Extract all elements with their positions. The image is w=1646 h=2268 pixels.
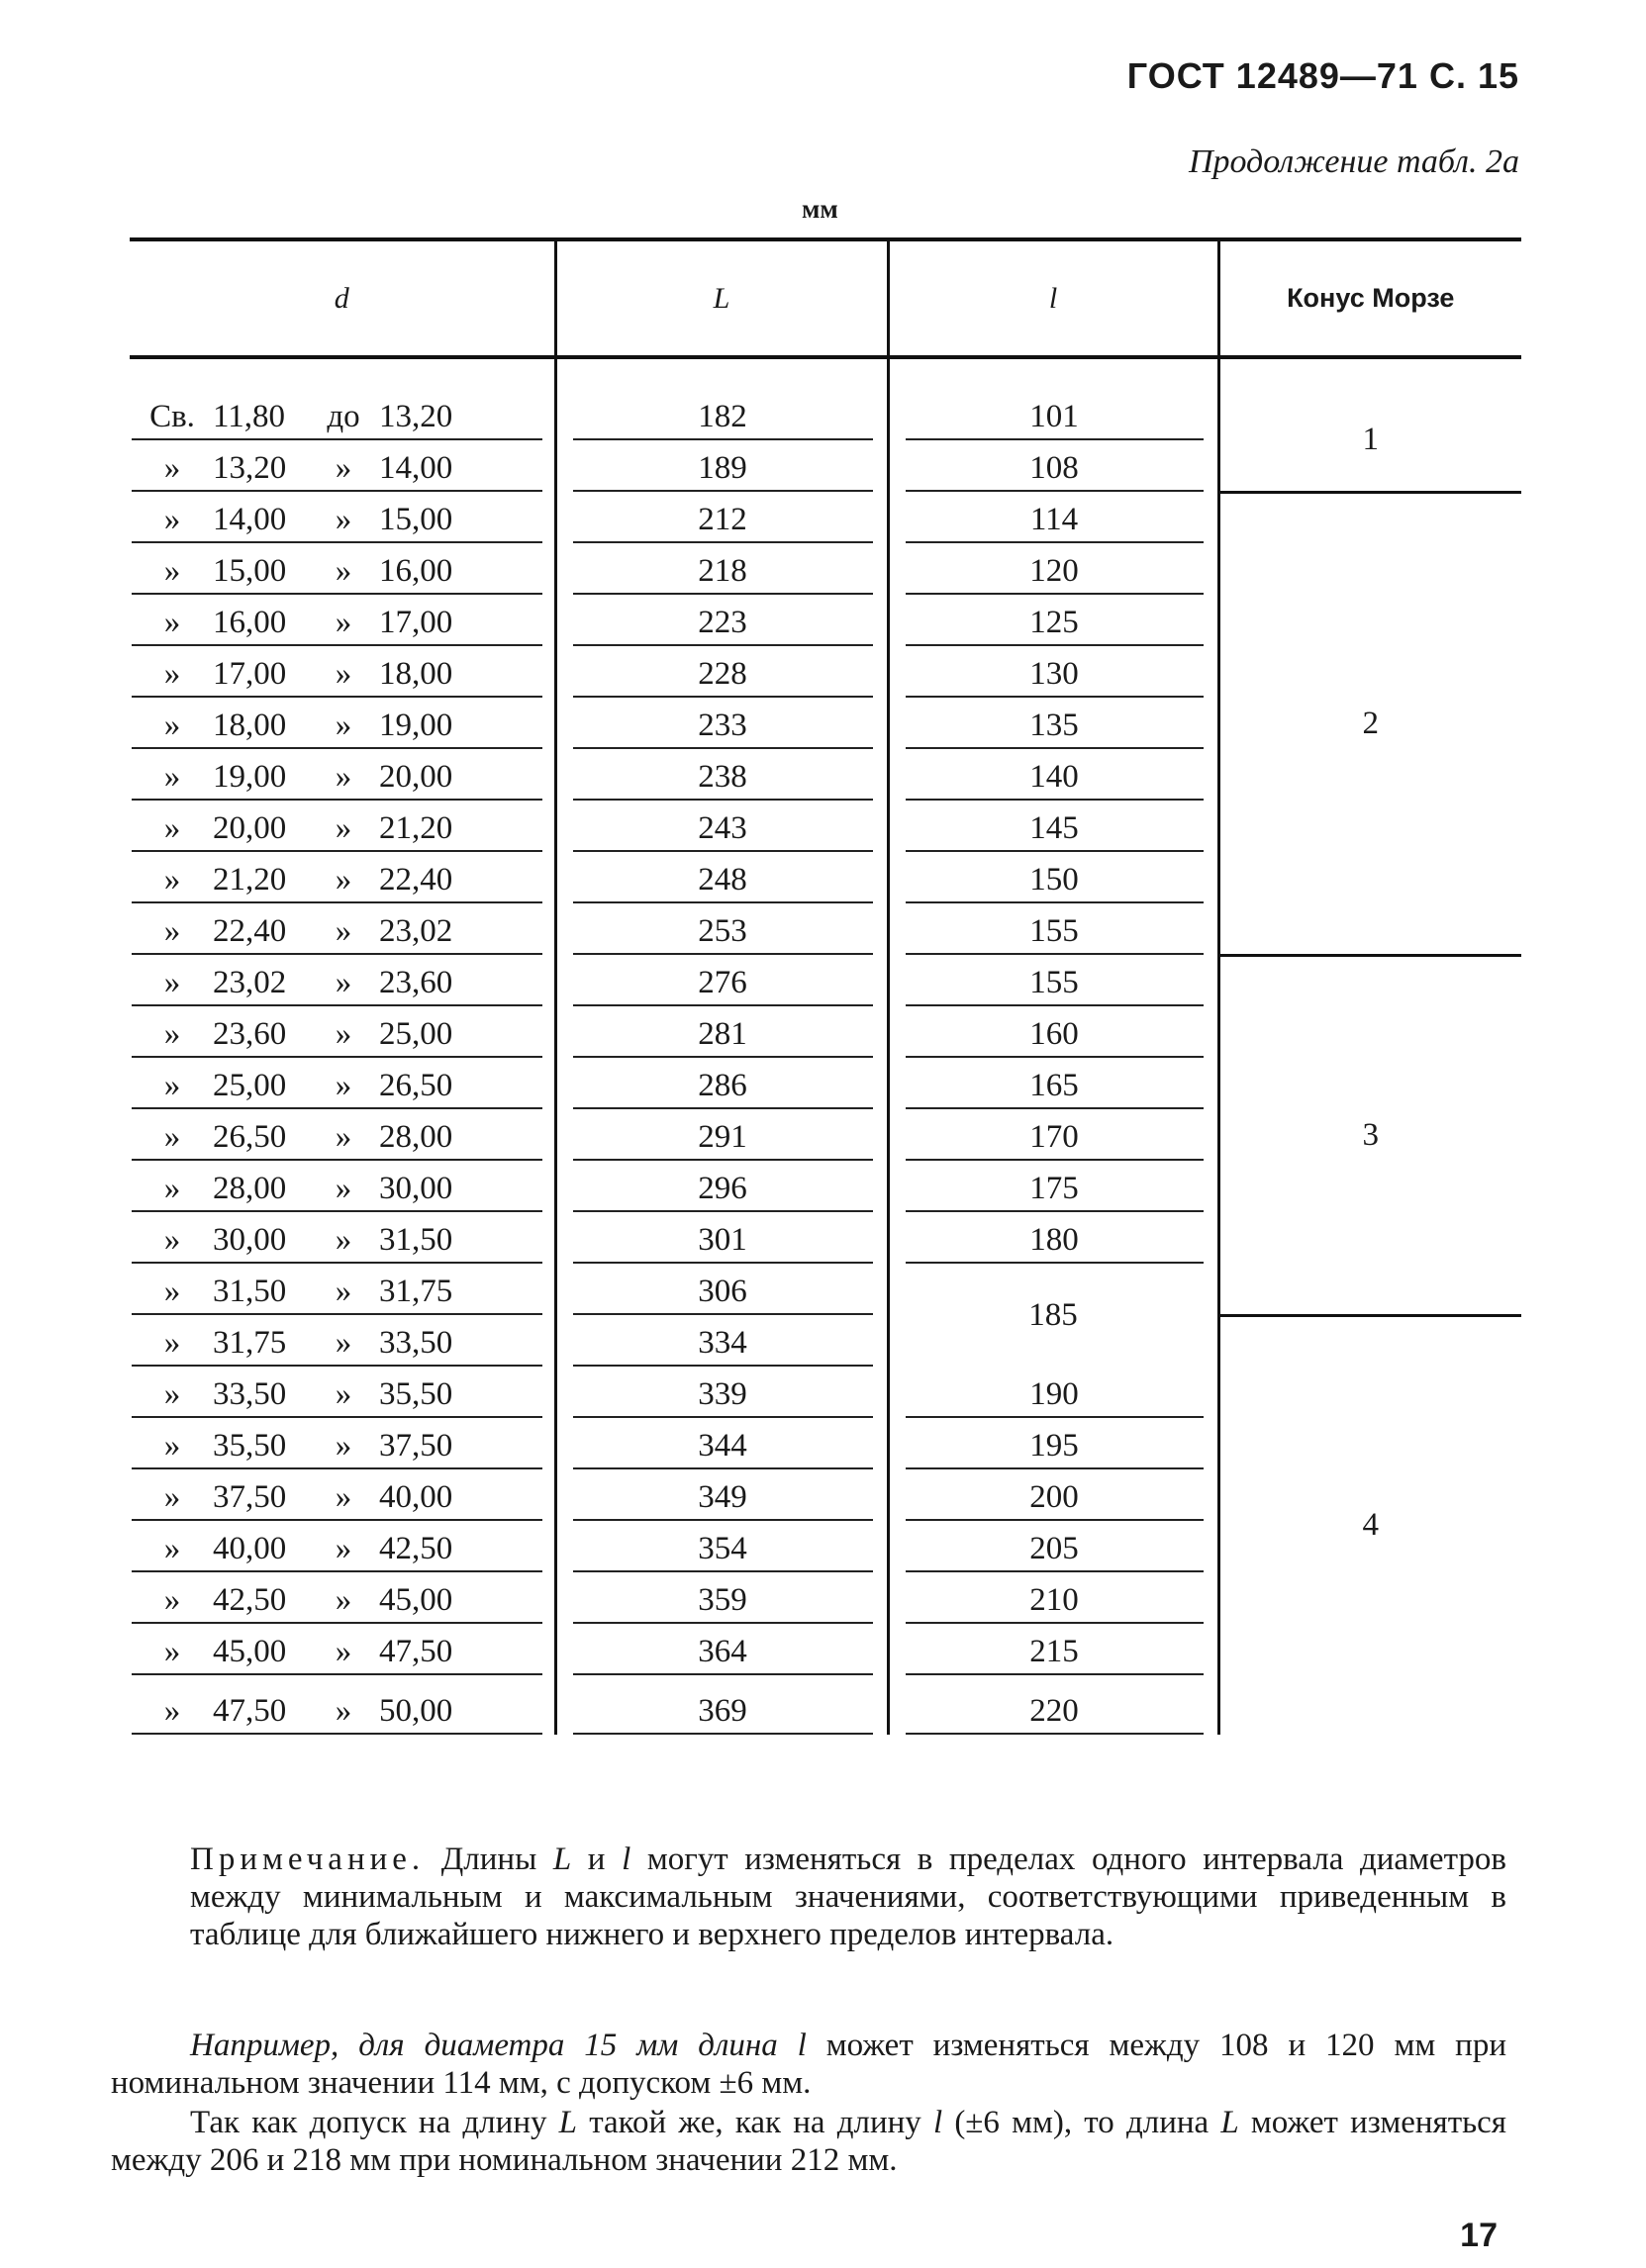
diameter-range xyxy=(132,1270,542,1315)
example-text-2: может изменяться между 108 и 120 мм при номинальном значении 114 мм, с допуском ±6 мм. xyxy=(111,2028,1506,2101)
cell-length-L xyxy=(555,1006,888,1058)
tolerance-text-4: может изменяться между 206 и 218 мм при номинальном значении 212 мм. xyxy=(111,2105,1506,2178)
range-to: 45,00 xyxy=(379,1581,453,1618)
diameter-range xyxy=(132,498,542,543)
range-to-word: » xyxy=(335,1221,352,1258)
cell-length-l xyxy=(888,801,1218,852)
diameter-range xyxy=(132,1012,542,1058)
value-l: 140 xyxy=(906,755,1204,801)
cell-length-l xyxy=(888,1418,1218,1469)
range-to: 17,00 xyxy=(379,604,453,640)
diameter-range xyxy=(132,1630,542,1675)
range-to-word: » xyxy=(335,912,352,949)
range-to: 23,02 xyxy=(379,912,453,949)
range-to: 31,75 xyxy=(379,1273,453,1309)
tolerance-symbol-L2: L xyxy=(1220,2105,1239,2140)
value-L: 228 xyxy=(573,652,873,698)
tolerance-text-3: (±6 мм), то длина xyxy=(942,2105,1221,2140)
diameter-range xyxy=(132,652,542,698)
value-L: 301 xyxy=(573,1218,873,1264)
cell-length-L xyxy=(555,852,888,903)
example-text-1: для диаметра 15 мм длина xyxy=(339,2028,798,2063)
value-L: 344 xyxy=(573,1424,873,1469)
cell-length-l xyxy=(888,1572,1218,1624)
cell-diameter-range xyxy=(130,903,555,955)
value-l: 210 xyxy=(906,1578,1204,1624)
value-L: 218 xyxy=(573,549,873,595)
range-from: 22,40 xyxy=(213,912,287,949)
range-prefix: » xyxy=(163,1118,181,1155)
cell-diameter-range xyxy=(130,749,555,801)
range-prefix: » xyxy=(163,1581,181,1618)
range-to-word: » xyxy=(335,1478,352,1515)
value-l: 150 xyxy=(906,858,1204,903)
cell-length-L xyxy=(555,1572,888,1624)
table-row xyxy=(130,1315,1521,1367)
note-text-2: и xyxy=(571,1842,623,1877)
range-to-word: » xyxy=(335,1015,352,1052)
cell-length-l xyxy=(888,1675,1218,1735)
range-from: 33,50 xyxy=(213,1375,287,1412)
cell-diameter-range xyxy=(130,543,555,595)
example-paragraph xyxy=(111,2027,1506,2102)
cell-diameter-range xyxy=(130,1624,555,1675)
cell-diameter-range xyxy=(130,595,555,646)
range-prefix: » xyxy=(163,1273,181,1309)
diameter-range xyxy=(132,549,542,595)
cell-diameter-range xyxy=(130,357,555,440)
cell-length-L xyxy=(555,1315,888,1367)
cell-diameter-range xyxy=(130,1058,555,1109)
cell-diameter-range xyxy=(130,1469,555,1521)
note-text-1: Длины xyxy=(425,1842,553,1877)
value-l: 108 xyxy=(906,446,1204,492)
example-symbol-l: l xyxy=(797,2028,807,2063)
value-L: 364 xyxy=(573,1630,873,1675)
range-prefix: » xyxy=(163,552,181,589)
value-l: 155 xyxy=(906,909,1204,955)
cell-length-l xyxy=(888,1006,1218,1058)
table-header-row xyxy=(130,239,1521,357)
cell-morse-taper: 3 xyxy=(1218,955,1521,1315)
tolerance-text-2: такой же, как на длину xyxy=(577,2105,933,2140)
cell-diameter-range xyxy=(130,1315,555,1367)
value-l: 170 xyxy=(906,1115,1204,1161)
cell-length-L xyxy=(555,801,888,852)
range-to: 23,60 xyxy=(379,964,453,1000)
value-L: 306 xyxy=(573,1270,873,1315)
tolerance-paragraph xyxy=(111,2104,1506,2179)
diameter-range xyxy=(132,1527,542,1572)
range-from: 20,00 xyxy=(213,809,287,846)
cell-diameter-range xyxy=(130,1418,555,1469)
value-l: 145 xyxy=(906,806,1204,852)
cell-diameter-range xyxy=(130,440,555,492)
diameter-range xyxy=(132,1372,542,1418)
diameter-range xyxy=(132,858,542,903)
range-to: 18,00 xyxy=(379,655,453,692)
range-prefix: » xyxy=(163,655,181,692)
range-from: 31,50 xyxy=(213,1273,287,1309)
value-L: 286 xyxy=(573,1064,873,1109)
range-from: 21,20 xyxy=(213,861,287,898)
range-to: 35,50 xyxy=(379,1375,453,1412)
range-to: 40,00 xyxy=(379,1478,453,1515)
diameter-range xyxy=(132,1115,542,1161)
value-L: 369 xyxy=(573,1689,873,1735)
range-to: 22,40 xyxy=(379,861,453,898)
cell-length-l xyxy=(888,543,1218,595)
header-morse-taper: Конус Морзе xyxy=(1218,239,1521,357)
value-L: 359 xyxy=(573,1578,873,1624)
range-to-word: » xyxy=(335,501,352,537)
range-to: 50,00 xyxy=(379,1692,453,1729)
range-from: 37,50 xyxy=(213,1478,287,1515)
range-to-word: » xyxy=(335,1427,352,1464)
range-to-word: » xyxy=(335,1581,352,1618)
cell-diameter-range xyxy=(130,1161,555,1212)
range-to-word: » xyxy=(335,861,352,898)
range-prefix: » xyxy=(163,604,181,640)
cell-length-l xyxy=(888,646,1218,698)
header-l: l xyxy=(888,239,1218,357)
value-L: 212 xyxy=(573,498,873,543)
value-l: 220 xyxy=(906,1689,1204,1735)
range-from: 15,00 xyxy=(213,552,287,589)
cell-length-l xyxy=(888,1624,1218,1675)
cell-length-L xyxy=(555,543,888,595)
range-to-word: » xyxy=(335,604,352,640)
range-from: 47,50 xyxy=(213,1692,287,1729)
table-row xyxy=(130,492,1521,543)
cell-length-l xyxy=(888,357,1218,440)
range-from: 11,80 xyxy=(213,398,286,434)
value-L: 339 xyxy=(573,1372,873,1418)
value-L: 276 xyxy=(573,961,873,1006)
range-to-word: » xyxy=(335,1170,352,1206)
value-L: 354 xyxy=(573,1527,873,1572)
units-label: мм xyxy=(802,194,838,224)
cell-length-L xyxy=(555,646,888,698)
range-to: 21,20 xyxy=(379,809,453,846)
table-note xyxy=(190,1841,1506,1953)
table-row xyxy=(130,955,1521,1006)
cell-length-l xyxy=(888,1521,1218,1572)
range-from: 19,00 xyxy=(213,758,287,795)
range-to: 13,20 xyxy=(379,398,453,434)
page-number: 17 xyxy=(1460,2217,1498,2254)
range-from: 40,00 xyxy=(213,1530,287,1566)
cell-length-L xyxy=(555,1264,888,1315)
value-l: 215 xyxy=(906,1630,1204,1675)
cell-length-L xyxy=(555,492,888,543)
value-L: 253 xyxy=(573,909,873,955)
value-l: 175 xyxy=(906,1167,1204,1212)
range-prefix: » xyxy=(163,1375,181,1412)
cell-diameter-range xyxy=(130,852,555,903)
cell-diameter-range xyxy=(130,955,555,1006)
range-prefix: » xyxy=(163,809,181,846)
cell-length-l xyxy=(888,595,1218,646)
range-to-word: » xyxy=(335,964,352,1000)
header-d: d xyxy=(130,239,555,357)
range-to-word: » xyxy=(335,1067,352,1103)
value-L: 349 xyxy=(573,1475,873,1521)
range-prefix: » xyxy=(163,1530,181,1566)
range-prefix: » xyxy=(163,501,181,537)
range-prefix: » xyxy=(163,1170,181,1206)
cell-length-L xyxy=(555,1469,888,1521)
range-prefix: Св. xyxy=(149,398,195,434)
range-to-word: до xyxy=(327,398,360,434)
range-to-word: » xyxy=(335,1118,352,1155)
cell-length-L xyxy=(555,698,888,749)
cell-length-L xyxy=(555,1675,888,1735)
table-continuation-caption: Продолжение табл. 2а xyxy=(1188,143,1519,180)
cell-length-L xyxy=(555,1212,888,1264)
range-to-word: » xyxy=(335,1530,352,1566)
cell-length-l xyxy=(888,749,1218,801)
cell-length-l xyxy=(888,1161,1218,1212)
range-from: 26,50 xyxy=(213,1118,287,1155)
value-l: 180 xyxy=(906,1218,1204,1264)
diameter-range xyxy=(132,1167,542,1212)
range-to-word: » xyxy=(335,655,352,692)
range-prefix: » xyxy=(163,1015,181,1052)
cell-length-L xyxy=(555,749,888,801)
header-L: L xyxy=(555,239,888,357)
range-to: 16,00 xyxy=(379,552,453,589)
diameter-range xyxy=(132,755,542,801)
range-prefix: » xyxy=(163,449,181,486)
range-to: 42,50 xyxy=(379,1530,453,1566)
value-l: 165 xyxy=(906,1064,1204,1109)
range-from: 17,00 xyxy=(213,655,287,692)
cell-length-l xyxy=(888,903,1218,955)
range-to-word: » xyxy=(335,449,352,486)
page-header: ГОСТ 12489—71 С. 15 xyxy=(1126,55,1519,96)
range-to: 26,50 xyxy=(379,1067,453,1103)
table-body xyxy=(130,357,1521,1735)
range-from: 35,50 xyxy=(213,1427,287,1464)
cell-length-L xyxy=(555,1624,888,1675)
cell-diameter-range xyxy=(130,1212,555,1264)
cell-length-L xyxy=(555,357,888,440)
cell-length-L xyxy=(555,1418,888,1469)
diameter-range xyxy=(132,1475,542,1521)
diameter-range xyxy=(132,446,542,492)
cell-length-L xyxy=(555,903,888,955)
range-prefix: » xyxy=(163,1324,181,1361)
range-prefix: » xyxy=(163,1478,181,1515)
range-to: 47,50 xyxy=(379,1633,453,1669)
value-l: 155 xyxy=(906,961,1204,1006)
value-L: 238 xyxy=(573,755,873,801)
range-from: 45,00 xyxy=(213,1633,287,1669)
cell-diameter-range xyxy=(130,801,555,852)
cell-diameter-range xyxy=(130,1675,555,1735)
range-to-word: » xyxy=(335,1324,352,1361)
tolerance-text-1: Так как допуск на длину xyxy=(190,2105,559,2140)
value-l: 190 xyxy=(906,1372,1204,1418)
value-l: 200 xyxy=(906,1475,1204,1521)
value-L: 189 xyxy=(573,446,873,492)
range-to: 28,00 xyxy=(379,1118,453,1155)
value-L: 248 xyxy=(573,858,873,903)
cell-morse-taper: 1 xyxy=(1218,357,1521,492)
range-to-word: » xyxy=(335,758,352,795)
value-L: 233 xyxy=(573,704,873,749)
range-prefix: » xyxy=(163,1221,181,1258)
range-from: 42,50 xyxy=(213,1581,287,1618)
range-to-word: » xyxy=(335,1273,352,1309)
cell-morse-taper: 4 xyxy=(1218,1315,1521,1735)
range-to-word: » xyxy=(335,707,352,743)
range-to-word: » xyxy=(335,1692,352,1729)
value-l: 101 xyxy=(906,395,1204,440)
tolerance-symbol-l: l xyxy=(932,2105,943,2140)
note-symbol-L: L xyxy=(552,1842,572,1877)
value-L: 296 xyxy=(573,1167,873,1212)
cell-length-L xyxy=(555,1161,888,1212)
note-text-3: могут изменяться в пределах одного интервала диаметров между минимальным и максимальным значениями, соответствующими приведенным в таблице для ближайшего нижнего и верхнего пределов интервала. xyxy=(190,1842,1506,1952)
cell-length-l xyxy=(888,1367,1218,1418)
diameter-range xyxy=(132,1218,542,1264)
example-prefix: Например, xyxy=(190,2028,339,2063)
range-prefix: » xyxy=(163,1692,181,1729)
cell-diameter-range xyxy=(130,646,555,698)
cell-length-L xyxy=(555,955,888,1006)
range-from: 23,02 xyxy=(213,964,287,1000)
cell-diameter-range xyxy=(130,1264,555,1315)
value-l: 135 xyxy=(906,704,1204,749)
cell-length-l xyxy=(888,1469,1218,1521)
value-l: 185 xyxy=(1028,1297,1078,1333)
range-prefix: » xyxy=(163,1633,181,1669)
diameter-range xyxy=(132,704,542,749)
value-l: 125 xyxy=(906,601,1204,646)
range-prefix: » xyxy=(163,861,181,898)
diameter-range xyxy=(132,909,542,955)
range-to-word: » xyxy=(335,1633,352,1669)
dimensions-table xyxy=(130,237,1521,1735)
range-to: 31,50 xyxy=(379,1221,453,1258)
cell-diameter-range xyxy=(130,698,555,749)
value-L: 281 xyxy=(573,1012,873,1058)
range-prefix: » xyxy=(163,964,181,1000)
cell-diameter-range xyxy=(130,492,555,543)
range-to-word: » xyxy=(335,1375,352,1412)
cell-length-l xyxy=(888,698,1218,749)
range-to: 14,00 xyxy=(379,449,453,486)
range-to-word: » xyxy=(335,809,352,846)
cell-length-l xyxy=(888,1058,1218,1109)
range-from: 30,00 xyxy=(213,1221,287,1258)
cell-diameter-range xyxy=(130,1521,555,1572)
diameter-range xyxy=(132,601,542,646)
value-L: 243 xyxy=(573,806,873,852)
diameter-range xyxy=(132,806,542,852)
value-l: 114 xyxy=(906,498,1204,543)
range-to: 19,00 xyxy=(379,707,453,743)
diameter-range xyxy=(132,1689,542,1735)
cell-length-L xyxy=(555,1058,888,1109)
diameter-range xyxy=(132,395,542,440)
cell-diameter-range xyxy=(130,1109,555,1161)
range-from: 16,00 xyxy=(213,604,287,640)
tolerance-symbol-L: L xyxy=(558,2105,578,2140)
cell-length-L xyxy=(555,1521,888,1572)
range-prefix: » xyxy=(163,707,181,743)
cell-length-L xyxy=(555,1109,888,1161)
diameter-range xyxy=(132,1064,542,1109)
range-from: 28,00 xyxy=(213,1170,287,1206)
cell-length-l xyxy=(888,440,1218,492)
value-L: 291 xyxy=(573,1115,873,1161)
cell-diameter-range xyxy=(130,1572,555,1624)
cell-length-l xyxy=(888,955,1218,1006)
value-l: 160 xyxy=(906,1012,1204,1058)
cell-length-l xyxy=(888,852,1218,903)
table-row xyxy=(130,357,1521,440)
range-from: 23,60 xyxy=(213,1015,287,1052)
diameter-range xyxy=(132,1321,542,1367)
cell-length-L xyxy=(555,440,888,492)
value-l: 205 xyxy=(906,1527,1204,1572)
range-to: 15,00 xyxy=(379,501,453,537)
range-to: 30,00 xyxy=(379,1170,453,1206)
cell-diameter-range xyxy=(130,1367,555,1418)
cell-morse-taper: 2 xyxy=(1218,492,1521,955)
value-L: 334 xyxy=(573,1321,873,1367)
value-l: 130 xyxy=(906,652,1204,698)
range-prefix: » xyxy=(163,912,181,949)
diameter-range xyxy=(132,1424,542,1469)
range-prefix: » xyxy=(163,1067,181,1103)
range-from: 25,00 xyxy=(213,1067,287,1103)
cell-length-L xyxy=(555,595,888,646)
range-from: 18,00 xyxy=(213,707,287,743)
range-to-word: » xyxy=(335,552,352,589)
range-to: 37,50 xyxy=(379,1427,453,1464)
cell-diameter-range xyxy=(130,1006,555,1058)
diameter-range xyxy=(132,961,542,1006)
cell-length-L xyxy=(555,1367,888,1418)
value-L: 223 xyxy=(573,601,873,646)
range-prefix: » xyxy=(163,1427,181,1464)
range-to: 33,50 xyxy=(379,1324,453,1361)
cell-length-l xyxy=(888,1264,1218,1367)
range-from: 31,75 xyxy=(213,1324,287,1361)
range-from: 14,00 xyxy=(213,501,287,537)
range-prefix: » xyxy=(163,758,181,795)
cell-length-l xyxy=(888,492,1218,543)
note-label: Примечание. xyxy=(190,1842,426,1877)
range-from: 13,20 xyxy=(213,449,287,486)
diameter-range xyxy=(132,1578,542,1624)
range-to: 20,00 xyxy=(379,758,453,795)
value-l: 120 xyxy=(906,549,1204,595)
note-symbol-l: l xyxy=(622,1842,631,1877)
range-to: 25,00 xyxy=(379,1015,453,1052)
cell-length-l xyxy=(888,1109,1218,1161)
value-l: 195 xyxy=(906,1424,1204,1469)
cell-length-l xyxy=(888,1212,1218,1264)
value-L: 182 xyxy=(573,395,873,440)
